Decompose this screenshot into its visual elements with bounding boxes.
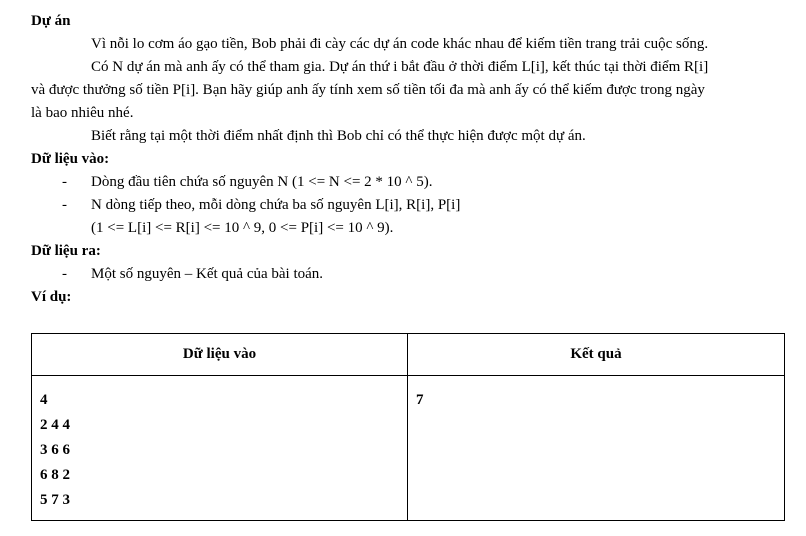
- input-bullet-1: -: [62, 174, 67, 190]
- input-item-1: Dòng đầu tiên chứa số nguyên N (1 <= N <= 2 * 10 ^ 5).: [91, 174, 433, 190]
- description-line-5: Biết rằng tại một thời điểm nhất định thì Bob chỉ có thể thực hiện được một dự án.: [91, 128, 586, 144]
- example-input-line: 4: [40, 392, 48, 408]
- project-heading: Dự án: [31, 13, 71, 29]
- input-item-2-continued: (1 <= L[i] <= R[i] <= 10 ^ 9, 0 <= P[i] <= 10 ^ 9).: [91, 220, 394, 236]
- example-output-cell: [408, 376, 785, 521]
- description-line-3: và được thưởng số tiền P[i]. Bạn hãy giúp anh ấy tính xem số tiền tối đa mà anh ấy có thể kiếm được trong ngày: [31, 82, 705, 98]
- example-table: [31, 333, 785, 521]
- output-item-1: Một số nguyên – Kết quả của bài toán.: [91, 266, 324, 282]
- example-heading: Ví dụ:: [31, 289, 72, 305]
- output-bullet-1: -: [62, 266, 67, 282]
- example-input-line: 3 6 6: [40, 442, 70, 458]
- input-bullet-2: -: [62, 197, 67, 213]
- example-input-line: 2 4 4: [40, 417, 70, 433]
- example-output-line: 7: [416, 392, 424, 408]
- example-input-line: 5 7 3: [40, 492, 70, 508]
- description-line-2: Có N dự án mà anh ấy có thể tham gia. Dự án thứ i bắt đầu ở thời điểm L[i], kết thúc tại thời điểm R[i]: [91, 59, 709, 75]
- input-heading: Dữ liệu vào:: [31, 151, 110, 167]
- example-input-cell: [32, 376, 408, 521]
- description-line-1: Vì nỗi lo cơm áo gạo tiền, Bob phải đi cày các dự án code khác nhau để kiếm tiền trang trải cuộc sống.: [91, 36, 709, 52]
- example-output-column-header: Kết quả: [408, 334, 785, 376]
- example-input-line: 6 8 2: [40, 467, 70, 483]
- description-line-4: là bao nhiêu nhé.: [31, 105, 134, 121]
- example-table-header-row: [32, 334, 785, 376]
- input-item-2: N dòng tiếp theo, mỗi dòng chứa ba số nguyên L[i], R[i], P[i]: [91, 197, 461, 213]
- example-input-column-header: Dữ liệu vào: [32, 334, 408, 376]
- output-heading: Dữ liệu ra:: [31, 243, 101, 259]
- example-table-row: [32, 376, 785, 521]
